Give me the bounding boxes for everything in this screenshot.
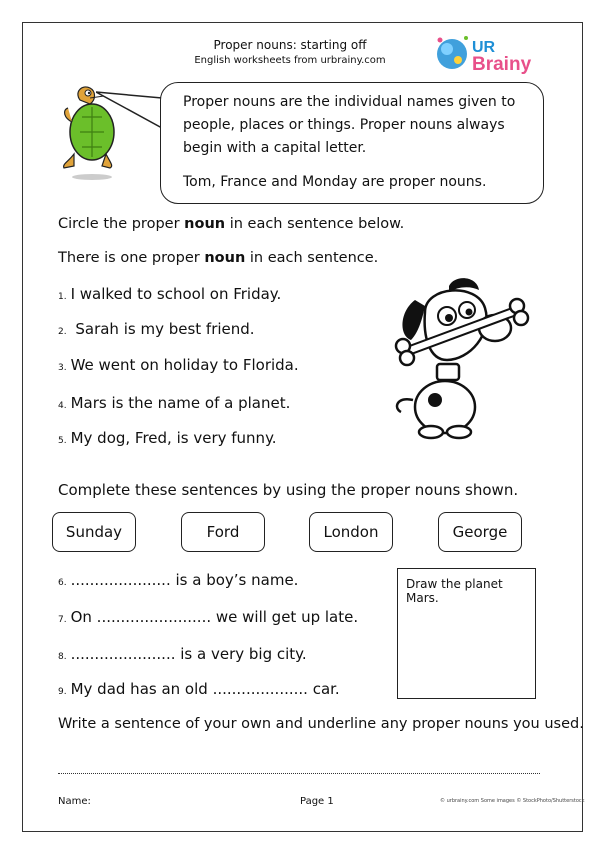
write-instruction: Write a sentence of your own and underline any proper nouns you used. [58,716,584,732]
instruction-circle: Circle the proper noun in each sentence below. [58,216,405,232]
bubble-examples: Tom, France and Monday are proper nouns. [183,174,487,190]
word-box-london: London [309,512,393,552]
fill-sentence-7[interactable]: 7. On ........................ we will get up late. [58,608,359,626]
logo-text-brainy: Brainy [472,54,532,75]
name-label: Name: [58,796,91,807]
word-box-george: George [438,512,522,552]
draw-box-label: Draw the planet Mars. [406,577,503,605]
speech-bubble [160,82,544,204]
sentence-1[interactable]: 1. I walked to school on Friday. [58,285,282,303]
sentence-3[interactable]: 3. We went on holiday to Florida. [58,356,299,374]
logo-text-ur: UR [472,39,496,56]
speech-bubble-tail [96,88,166,138]
draw-mars-box[interactable] [397,568,536,699]
fill-sentence-8[interactable]: 8. ...................... is a very big city. [58,645,307,663]
footer-copyright: © urbrainy.com Some images © StockPhoto/Shutterstock [440,798,585,804]
word-box-sunday: Sunday [52,512,136,552]
fill-sentence-9[interactable]: 9. My dad has an old .................... car. [58,680,340,698]
dog-with-bone-illustration [385,272,535,442]
instruction-one-per-sentence: There is one proper noun in each sentence. [58,250,379,266]
sentence-5[interactable]: 5. My dog, Fred, is very funny. [58,429,277,447]
bubble-definition: Proper nouns are the individual names given to people, places or things. Proper nouns always begin with a capital letter. [183,94,516,156]
complete-instruction: Complete these sentences by using the proper nouns shown. [58,481,519,499]
writing-line[interactable] [58,773,540,774]
page-number: Page 1 [300,796,334,807]
urbrainy-logo [430,30,550,76]
worksheet-title: Proper nouns: starting off [213,38,367,52]
fill-sentence-6[interactable]: 6. ..................... is a boy’s name. [58,571,299,589]
sentence-2[interactable]: 2. Sarah is my best friend. [58,320,255,338]
word-box-ford: Ford [181,512,265,552]
worksheet-subtitle: English worksheets from urbrainy.com [194,55,386,66]
sentence-4[interactable]: 4. Mars is the name of a planet. [58,394,291,412]
